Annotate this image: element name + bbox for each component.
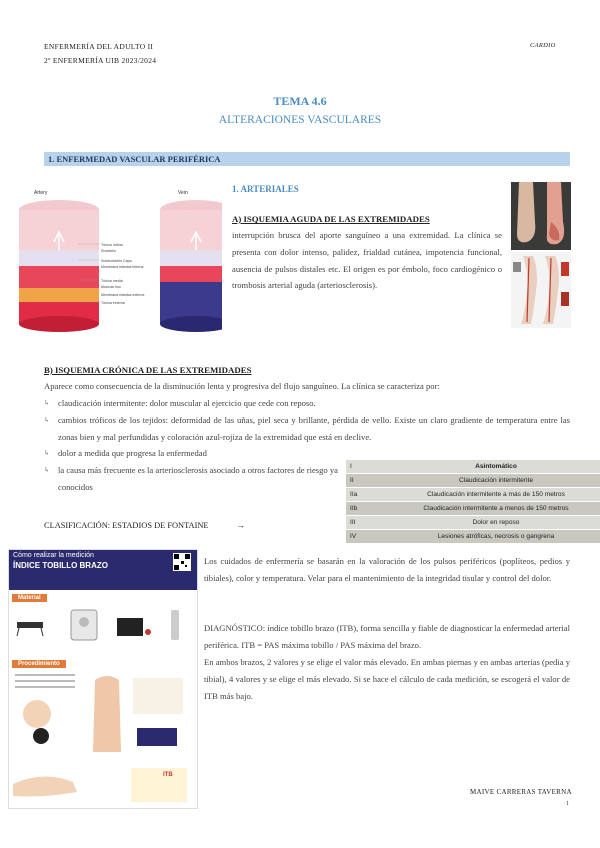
table-row: III Dolor en reposo — [346, 516, 600, 530]
vessel-label: Túnica media — [101, 279, 123, 283]
vein-label: Vein — [178, 190, 188, 196]
table-row: I Asintomático — [346, 460, 600, 474]
table-row: IIb Claudicación intermitente a menos de 150 metros — [346, 502, 600, 516]
page-number: 1 — [566, 801, 569, 807]
material-tag: Material — [12, 594, 47, 602]
clasificacion-label — [44, 521, 245, 530]
list-item: ↳ cambios tróficos de los tejidos: deformidad de las uñas, piel seca y brillante, pérdida de vello. Existe un claro gradiente de temperatura entre las zonas bien y mal perfundidas y coloración azul-rojiza de la extremidad que está en declive. — [44, 412, 570, 446]
page-title: TEMA 4.6 — [273, 94, 327, 108]
itb-infographic — [8, 549, 198, 809]
isquemia-aguda-text: interrupción brusca del aporte sanguíneo a una extremidad. La clínica se presenta con dolor intenso, palidez, frialdad cutánea, impotencia funcional, ausencia de pulsos distales etc. El origen es por émbolo, foco cardiogénico o trombosis arterial aguda (arteriosclerosis). — [232, 230, 502, 291]
header-course: ENFERMERÍA DEL ADULTO II — [44, 42, 154, 51]
isquemia-cronica-intro: Aparece como consecuencia de la disminución lenta y progresiva del flujo sanguíneo. La clínica se caracteriza por: — [44, 381, 440, 391]
procedimiento-tag: Procedimiento — [12, 660, 66, 668]
header-year: 2º ENFERMERÍA UIB 2023/2024 — [44, 56, 157, 65]
list-item: ↳ claudicación intermitente: dolor muscular al ejercicio que cede con reposo. — [44, 395, 570, 412]
cuidados-paragraph: Los cuidados de enfermería se basarán en la valoración de los pulsos periféricos (poplíteos, pedios y tibiales), color y temperatura. Velar para el mantenimiento de la integridad tisular y control del dolor. — [204, 556, 570, 583]
infographic-title: Cómo realizar la medición — [13, 552, 94, 559]
arrow-right-icon: → — [236, 521, 245, 530]
itb-method-paragraph: En ambos brazos, 2 valores y se elige el valor más elevado. En ambas piernas y en ambas arterias (pedia y tibial), 4 valores y se elige el más elevado. Si se hace el cálculo de cada medición, se escogerá el valor de ITB más bajo. — [204, 657, 570, 701]
vessel-label: Membrana elástica externa — [101, 293, 145, 297]
vessel-label: Músculo liso — [101, 285, 121, 289]
vessel-label: Membrana elástica interna — [101, 265, 144, 269]
artery-vein-figure — [8, 184, 222, 340]
ischemic-foot-photo — [511, 182, 571, 250]
fontaine-table — [346, 460, 600, 544]
procedure-illustrations — [13, 672, 193, 804]
table-row: IIa Claudicación intermitente a más de 150 metros — [346, 488, 600, 502]
isquemia-aguda-heading: A) ISQUEMIA AGUDA DE LAS EXTREMIDADES — [232, 214, 430, 224]
leg-arteries-diagram — [511, 252, 571, 328]
vessel-label: Subendotelio Capa — [101, 259, 132, 263]
diagnostico-paragraph: DIAGNÓSTICO: índice tobillo brazo (ITB), forma sencilla y fiable de diagnosticar la enfermedad arterial periférica. ITB = PAS máxima tobillo / PAS máxima del brazo. — [204, 623, 570, 650]
list-item: ↳ dolor a medida que progresa la enfermedad — [44, 445, 570, 462]
page-subtitle: ALTERACIONES VASCULARES — [218, 114, 382, 126]
vessel-label: Endotelio — [101, 249, 116, 253]
artery-label: Artery — [34, 190, 48, 196]
list-item: ↳ la causa más frecuente es la arteriosclerosis asociado a otros factores de riesgo ya conocidos — [44, 462, 338, 496]
infographic-header — [9, 550, 197, 578]
qr-code-icon — [173, 553, 191, 571]
header-subject: CARDIO — [530, 42, 556, 49]
arteriales-heading: 1. ARTERIALES — [232, 184, 299, 194]
material-icons — [13, 606, 193, 650]
footer-author: MAIVE CARRERAS TAVERNA — [470, 788, 572, 796]
section-heading: 1. ENFERMEDAD VASCULAR PERIFÉRICA — [44, 152, 570, 166]
table-row: II Claudicación intermitente — [346, 474, 600, 488]
infographic-title: ÍNDICE TOBILLO BRAZO — [13, 561, 108, 570]
clasificacion-text: CLASIFICACIÓN: ESTADIOS DE FONTAINE — [44, 521, 209, 530]
vessel-label: Túnica externa — [101, 301, 125, 305]
vessel-label: Túnica íntima — [101, 243, 123, 247]
isquemia-cronica-heading: B) ISQUEMIA CRÓNICA DE LAS EXTREMIDADES — [44, 365, 252, 375]
table-row: IV Lesiones atróficas, necrosis o gangrena — [346, 530, 600, 544]
itb-label: ITB — [163, 772, 173, 778]
